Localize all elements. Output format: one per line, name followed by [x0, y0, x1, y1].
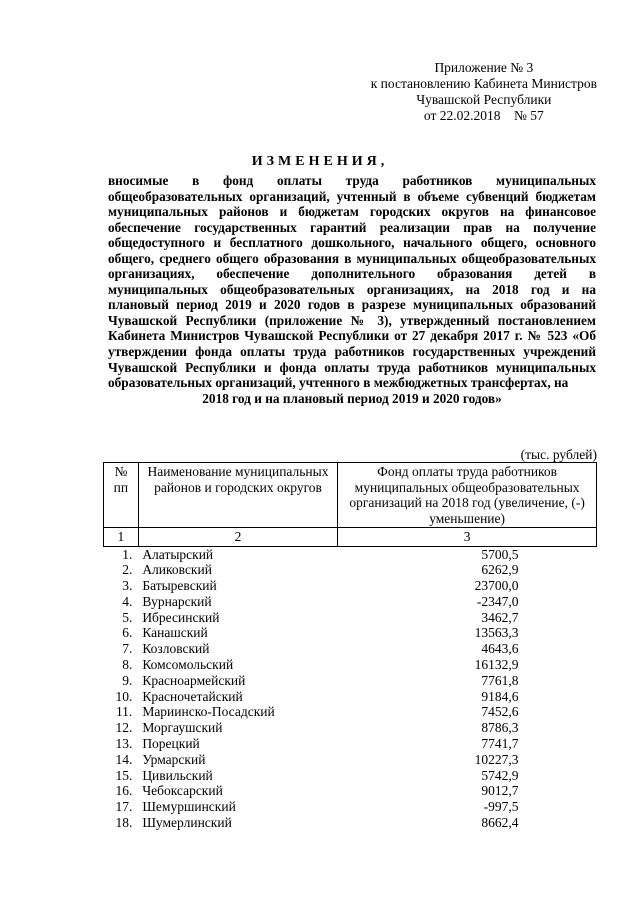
table-row: [104, 625, 597, 641]
row-name: Моргаушский: [142, 720, 223, 736]
row-number: 16.: [115, 783, 133, 799]
row-value: 6262,9: [481, 562, 519, 578]
row-value: 7761,8: [481, 672, 519, 688]
row-value: -997,5: [483, 799, 519, 815]
table-row: [104, 546, 597, 562]
table-row: [104, 799, 597, 815]
row-value: 8662,4: [481, 815, 519, 831]
row-value: 7452,6: [481, 704, 519, 720]
table-header-row: [104, 463, 597, 528]
row-number: 5.: [122, 609, 133, 625]
row-name: Чебоксарский: [142, 783, 223, 799]
row-name: Аликовский: [142, 562, 212, 578]
table-row: [104, 752, 597, 768]
row-number: 3.: [122, 578, 133, 594]
table-row: [104, 783, 597, 799]
row-number: 18.: [115, 815, 133, 831]
row-value: 23700,0: [474, 578, 519, 594]
row-value: 10227,3: [474, 751, 519, 767]
row-value: -2347,0: [476, 593, 519, 609]
heading-body: вносимые в фонд оплаты труда работников муниципальных общеобразовательных организаций, учтенный в объеме субвенций бюджетам муниципальных районов и бюджетам городских округов на финансовое обеспечение государственных гарантий реализации прав на получение общедоступного и бесплатного дошкольного, начального общего, основного общего, среднего общего образования в муниципальных общеобразовательных организациях, обеспечение дополнительного образования детей в муниципальных общеобразовательных организациях, на 2018 год и на плановый период 2019 и 2020 годов в разрезе муниципальных образований Чувашской Республики (приложение № 3), утвержденный постановлением Кабинета Министров Чувашской Республики от 27 декабря 2017 г. № 523 «Об утверждении фонда оплаты труда работников государственных учреждений Чувашской Республики и фонда оплаты труда работников муниципальных образовательных организаций, учтенного в межбюджетных трансфертах, на: [108, 173, 596, 391]
unit-label: (тыс. рублей): [520, 447, 597, 462]
row-value: 13563,3: [474, 625, 519, 641]
colnum-1: 1: [104, 528, 139, 547]
table-row: [104, 562, 597, 578]
row-name: Красноармейский: [142, 672, 246, 688]
row-name: Урмарский: [142, 751, 206, 767]
table-row: [104, 673, 597, 689]
row-value: 4643,6: [481, 641, 519, 657]
row-value: 7741,7: [481, 736, 519, 752]
appendix-line-1: Приложение № 3: [434, 60, 534, 75]
row-name: Алатырский: [142, 546, 214, 562]
table-row: [104, 641, 597, 657]
row-name: Комсомольский: [142, 657, 234, 673]
row-number: 12.: [115, 720, 133, 736]
row-name: Канашский: [142, 625, 208, 641]
row-number: 13.: [115, 736, 133, 752]
row-name: Порецкий: [142, 736, 200, 752]
fund-table: [103, 462, 597, 831]
row-name: Вурнарский: [142, 593, 212, 609]
header-number: № пп: [104, 463, 139, 528]
colnum-2: 2: [138, 528, 337, 547]
row-name: Ибресинский: [142, 609, 220, 625]
appendix-block: [371, 60, 597, 124]
row-number: 14.: [115, 751, 133, 767]
row-name: Шемуршинский: [142, 799, 236, 815]
row-number: 17.: [115, 799, 133, 815]
row-number: 11.: [115, 704, 133, 720]
table-row: [104, 768, 597, 784]
row-name: Шумерлинский: [142, 815, 232, 831]
table-row: [104, 594, 597, 610]
row-number: 9.: [122, 672, 133, 688]
row-value: 9184,6: [481, 688, 519, 704]
appendix-line-4: от 22.02.2018 № 57: [423, 108, 544, 123]
row-value: 5700,5: [481, 546, 519, 562]
table-row: [104, 720, 597, 736]
row-value: 8786,3: [481, 720, 519, 736]
table-row: [104, 815, 597, 831]
row-value: 3462,7: [481, 609, 519, 625]
row-value: 9012,7: [481, 783, 519, 799]
row-number: 6.: [122, 625, 133, 641]
appendix-line-2: к постановлению Кабинета Министров: [370, 76, 597, 91]
row-number: 2.: [122, 562, 133, 578]
table-row: [104, 704, 597, 720]
row-value: 16132,9: [474, 657, 519, 673]
table-row: [104, 657, 597, 673]
colnum-3: 3: [338, 528, 597, 547]
header-name: Наименование муниципальных районов и городских округов: [138, 463, 337, 528]
table-row: [104, 689, 597, 705]
appendix-line-3: Чувашской Республики: [416, 92, 552, 107]
document-heading: [108, 173, 596, 406]
table-row: [104, 578, 597, 594]
row-number: 1.: [122, 546, 133, 562]
table-body: [104, 546, 597, 831]
row-name: Красночетайский: [142, 688, 243, 704]
table-row: [104, 736, 597, 752]
row-name: Козловский: [142, 641, 210, 657]
row-number: 8.: [122, 657, 133, 673]
row-name: Мариинско-Посадский: [142, 704, 275, 720]
row-number: 4.: [122, 593, 133, 609]
row-number: 10.: [115, 688, 133, 704]
row-number: 15.: [115, 767, 133, 783]
row-value: 5742,9: [481, 767, 519, 783]
table-colnum-row: [104, 528, 597, 547]
document-title: ИЗМЕНЕНИЯ,: [251, 154, 389, 169]
row-number: 7.: [122, 641, 133, 657]
row-name: Батыревский: [142, 578, 217, 594]
heading-last-line: 2018 год и на плановый период 2019 и 2020 годов»: [202, 390, 502, 406]
header-fund: Фонд оплаты труда работников муниципальных общеобразовательных организаций на 2018 год (увеличение, (-) уменьшение): [338, 463, 597, 528]
row-name: Цивильский: [142, 767, 213, 783]
table-row: [104, 610, 597, 626]
